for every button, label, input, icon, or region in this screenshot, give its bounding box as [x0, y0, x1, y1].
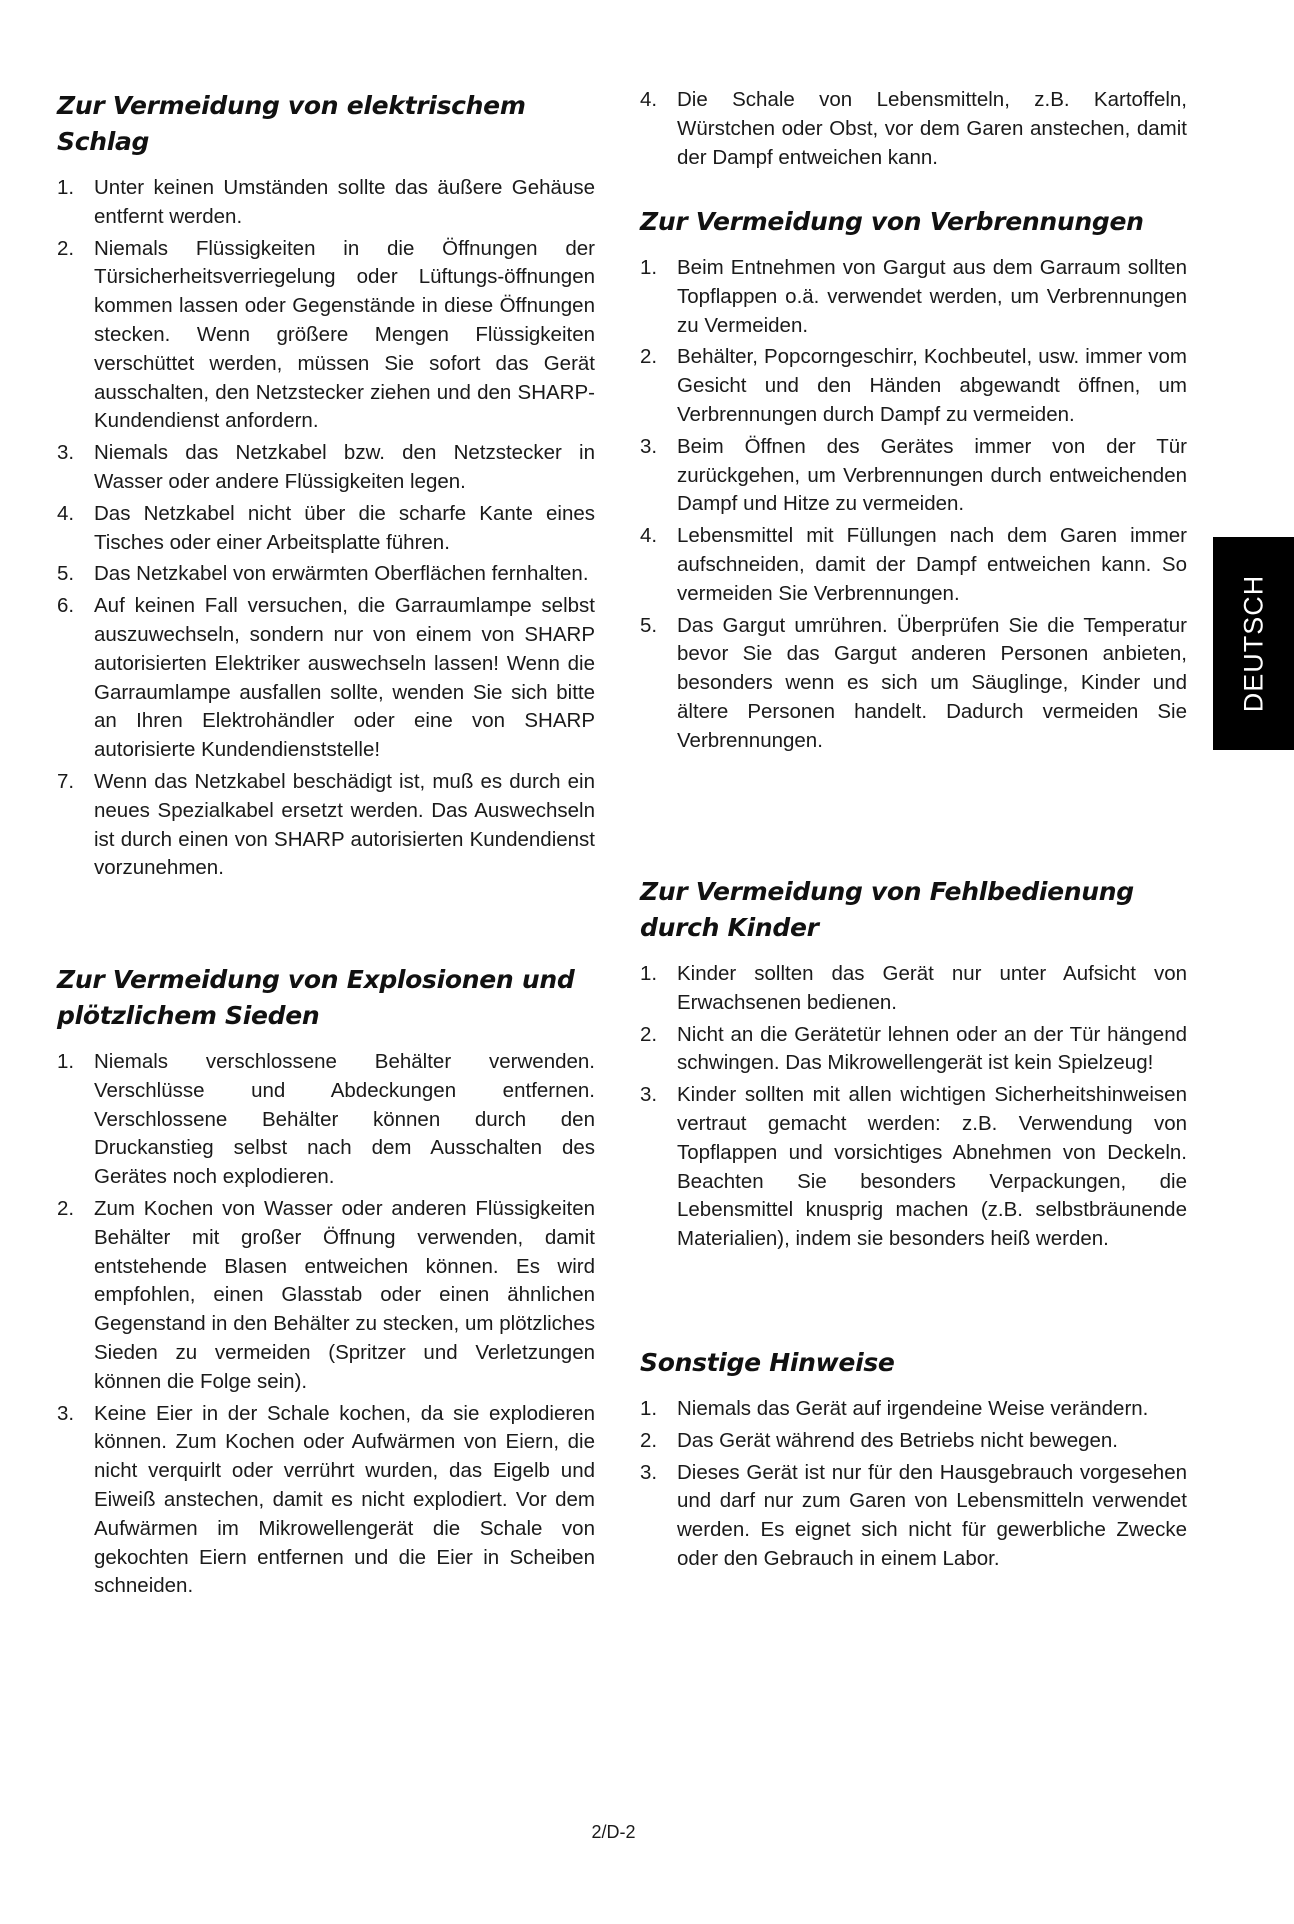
list-item: 3. Dieses Gerät ist nur für den Hausgebrauch vorgesehen und darf nur zum Garen von Lebensmitteln verwendet werden. Es eignet sich nicht für gewerbliche Zwecke oder den Gebrauch in einem Labor. — [640, 1460, 1187, 1570]
list — [640, 86, 1187, 172]
list-item: 2. Niemals Flüssigkeiten in die Öffnungen der Türsicherheitsverriegelung oder Lüftungs-öffnungen kommen lassen oder Gegenstände in diese Öffnungen stecken. Wenn größere Mengen Flüssigkeiten verschüttet werden, müssen Sie sofort das Gerät ausschalten, den Netzstecker ziehen und den SHARP-Kundendienst anfordern. — [57, 236, 595, 433]
list-item: 3. Keine Eier in der Schale kochen, da sie explodieren können. Zum Kochen oder Aufwärmen von Eiern, die nicht verquirlt oder verrührt wurden, das Eigelb und Eiweiß anstechen, damit es nicht explodiert. Vor dem Aufwärmen im Mikrowellengerät die Schale von gekochten Eiern entfernen und die Eier in Scheiben schneiden. — [57, 1401, 595, 1598]
list-item: 5. Das Netzkabel von erwärmten Oberflächen fernhalten. — [57, 562, 589, 586]
list-item: 2. Zum Kochen von Wasser oder anderen Flüssigkeiten Behälter mit großer Öffnung verwenden, damit entstehende Blasen entweichen können. Es wird empfohlen, einen Glasstab oder einen ähnlichen Gegenstand in den Behälter zu stecken, um plötzliches Sieden zu vermeiden (Spritzer und Verletzungen können die Folge sein). — [57, 1196, 595, 1393]
list-item: 1. Beim Entnehmen von Gargut aus dem Garraum sollten Topflappen o.ä. verwendet werden, um Verbrennungen zu Vermeiden. — [640, 256, 1187, 337]
section-heading: Zur Vermeidung von Explosionen und plötzlichem Sieden — [57, 965, 575, 1030]
list-item: 4. Lebensmittel mit Füllungen nach dem Garen immer aufschneiden, damit der Dampf entweichen kann. So vermeiden Sie Verbrennungen. — [640, 524, 1187, 605]
section-explosions-continued — [640, 86, 1187, 175]
list-item: 1. Kinder sollten das Gerät nur unter Aufsicht von Erwachsenen bedienen. — [640, 962, 1187, 1014]
section-other-notes — [640, 1345, 1187, 1577]
list — [57, 1048, 595, 1601]
section-heading: Zur Vermeidung von Fehlbedienung durch Kinder — [640, 877, 1134, 942]
list — [640, 254, 1187, 756]
list — [640, 960, 1187, 1254]
list — [57, 174, 595, 883]
section-heading: Zur Vermeidung von Verbrennungen — [640, 207, 1144, 236]
list-item: 4. Das Netzkabel nicht über die scharfe Kante eines Tisches oder einer Arbeitsplatte führen. — [57, 501, 595, 554]
list-item: 3. Kinder sollten mit allen wichtigen Sicherheitshinweisen vertraut gemacht werden: z.B. Verwendung von Topflappen und vorsichtiges Abnehmen von Deckeln. Beachten Sie besonders Verpackungen, die Lebensmittel knusprig machen (z.B. selbstbräunende Materialien), indem sie besonders heiß werden. — [640, 1083, 1187, 1251]
section-burns — [640, 204, 1187, 759]
section-electric-shock — [57, 88, 595, 886]
list-item: 1. Unter keinen Umständen sollte das äußere Gehäuse entfernt werden. — [57, 176, 595, 228]
list-item: 3. Beim Öffnen des Gerätes immer von der Tür zurückgehen, um Verbrennungen durch entweichenden Dampf und Hitze zu vermeiden. — [640, 434, 1187, 516]
section-children — [640, 874, 1187, 1257]
list-item: 1. Niemals das Gerät auf irgendeine Weise verändern. — [640, 1397, 1149, 1420]
language-tab: DEUTSCH — [1213, 537, 1294, 750]
list-item: 2. Behälter, Popcorngeschirr, Kochbeutel, usw. immer vom Gesicht und den Händen abgewandt öffnen, um Verbrennungen durch Dampf zu vermeiden. — [640, 345, 1187, 426]
list-item: 6. Auf keinen Fall versuchen, die Garraumlampe selbst auszuwechseln, sondern nur von einem von SHARP autorisierten Elektriker auswechseln lassen! Wenn die Garraumlampe ausfallen sollte, wenden Sie sich bitte an Ihren Elektrohändler oder eine von SHARP autorisierte Kundendienststelle! — [57, 594, 595, 762]
list — [640, 1395, 1187, 1574]
list-item: 7. Wenn das Netzkabel beschädigt ist, muß es durch ein neues Spezialkabel ersetzt werden. Das Auswechseln ist durch einen von SHARP autorisierten Kundendienst vorzunehmen. — [57, 769, 595, 880]
list-item: 4. Die Schale von Lebensmitteln, z.B. Kartoffeln, Würstchen oder Obst, vor dem Garen anstechen, damit der Dampf entweichen kann. — [640, 88, 1187, 169]
page-number: 2/D-2 — [591, 1822, 636, 1842]
list-item: 2. Das Gerät während des Betriebs nicht bewegen. — [640, 1428, 1119, 1452]
list-item: 2. Nicht an die Gerätetür lehnen oder an der Tür hängend schwingen. Das Mikrowellengerät ist kein Spielzeug! — [640, 1022, 1187, 1075]
list-item: 1. Niemals verschlossene Behälter verwenden. Verschlüsse und Abdeckungen entfernen. Verschlossene Behälter können durch den Druckanstieg selbst nach dem Ausschalten des Gerätes noch explodieren. — [57, 1050, 595, 1189]
section-explosions — [57, 962, 595, 1604]
section-heading: Sonstige Hinweise — [640, 1348, 895, 1377]
list-item: 3. Niemals das Netzkabel bzw. den Netzstecker in Wasser oder andere Flüssigkeiten legen. — [57, 441, 595, 493]
list-item: 5. Das Gargut umrühren. Überprüfen Sie die Temperatur bevor Sie das Gargut anderen Personen anbieten, besonders wenn es sich um Säuglinge, Kinder und ältere Personen handelt. Dadurch vermeiden Sie Verbrennungen. — [640, 613, 1187, 752]
section-heading: Zur Vermeidung von elektrischem Schlag — [57, 91, 526, 156]
